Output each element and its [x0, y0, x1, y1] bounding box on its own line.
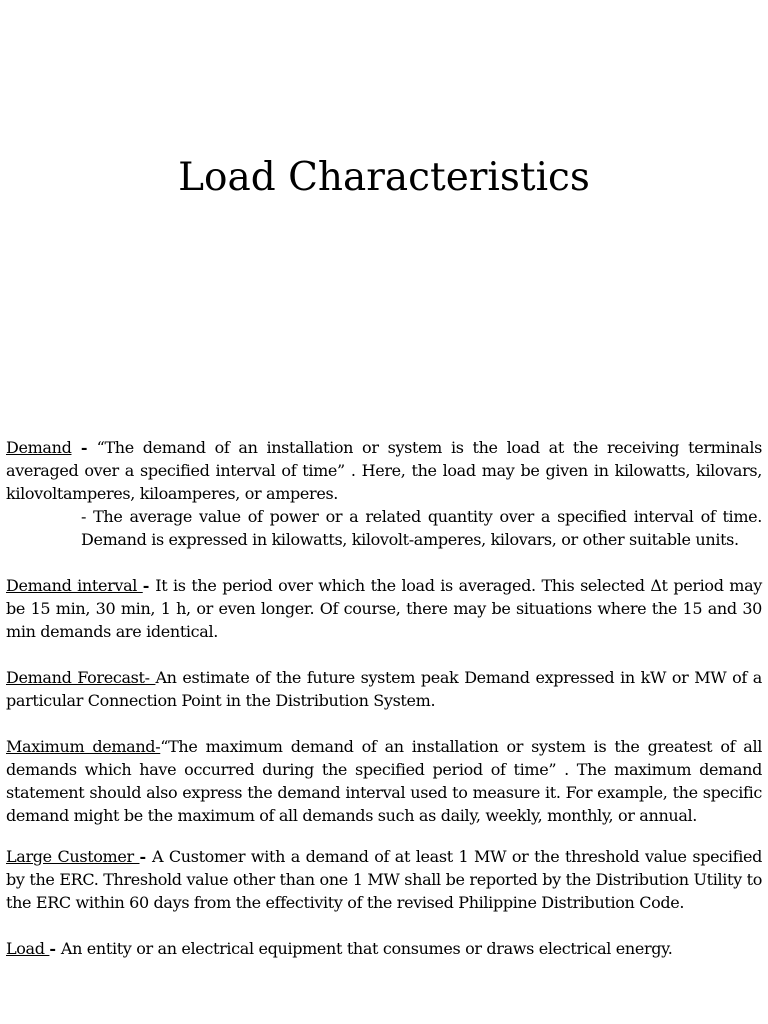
definition-text: A Customer with a demand of at least 1 MW or the threshold value specified by the ERC. Threshold value other than one 1 MW shall be reported by the Distribution Utility to the ERC within 60 days from the effectivity of the revised Philippine Distribution Code.	[6, 847, 762, 912]
spacer	[6, 643, 762, 666]
definition-load	[6, 937, 762, 960]
definition-text: It is the period over which the load is averaged. This selected Δt period may be 15 min, 30 min, 1 h, or even longer. Of course, there may be situations where the 15 and 30 min demands are identical.	[6, 576, 763, 641]
spacer	[6, 712, 762, 735]
term-demand-interval: Demand interval	[6, 576, 143, 595]
definition-text: - The average value of power or a related quantity over a specified interval of time. Demand is expressed in kilowatts, kilovolt-amperes, kilovars, or other suitable units.	[81, 507, 762, 549]
spacer	[6, 827, 762, 845]
spacer	[6, 551, 762, 574]
spacer	[6, 914, 762, 937]
term-load: Load	[6, 939, 50, 958]
term-separator: -	[139, 847, 152, 866]
term-demand-forecast: Demand Forecast-	[6, 668, 156, 687]
definition-demand-forecast	[6, 666, 762, 712]
term-separator: -	[71, 438, 97, 457]
term-large-customer: Large Customer	[6, 847, 140, 866]
term-demand: Demand	[6, 438, 72, 457]
definition-text: An estimate of the future system peak Demand expressed in kW or MW of a particular Connection Point in the Distribution System.	[6, 668, 762, 710]
definitions-section	[6, 436, 762, 960]
term-separator: -	[49, 939, 61, 958]
term-separator: -	[142, 576, 156, 595]
term-maximum-demand: Maximum demand-	[6, 737, 161, 756]
definition-maximum-demand	[6, 735, 762, 827]
page-title: Load Characteristics	[178, 155, 590, 200]
definition-text: “The demand of an installation or system is the load at the receiving terminals averaged over a specified interval of time” . Here, the load may be given in kilowatts, kilovars, kilovoltamperes, kiloamperes, or amperes.	[6, 438, 762, 503]
definition-text: “The maximum demand of an installation or system is the greatest of all demands which have occurred during the specified period of time” . The maximum demand statement should also express the demand interval used to measure it. For example, the specific demand might be the maximum of all demands such as daily, weekly, monthly, or annual.	[6, 737, 762, 825]
definition-demand	[6, 436, 762, 505]
definition-demand-interval	[6, 574, 762, 643]
definition-demand-alt	[6, 505, 762, 551]
definition-large-customer	[6, 845, 762, 914]
definition-text: An entity or an electrical equipment that consumes or draws electrical energy.	[60, 939, 673, 958]
